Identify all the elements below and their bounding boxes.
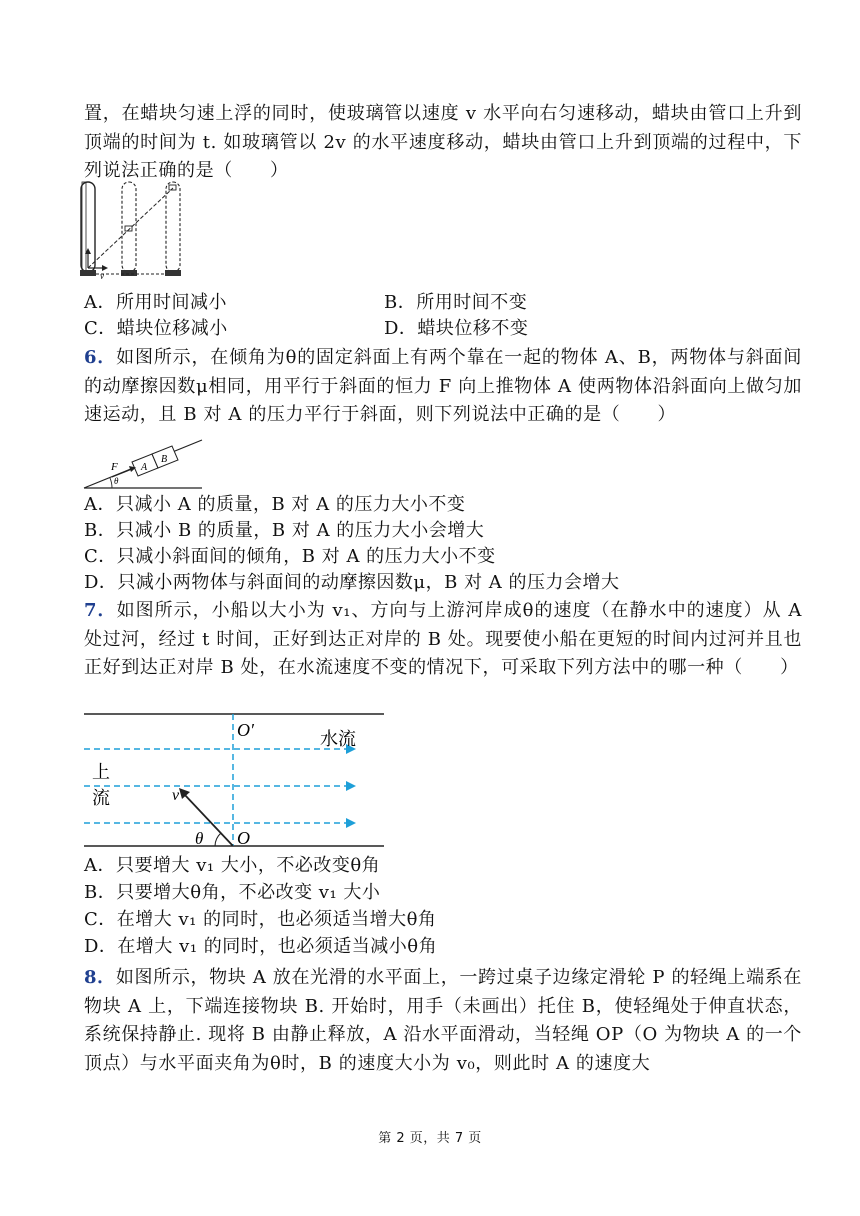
q7-label-up: 上 [92,762,110,783]
q7-label-o: O [237,828,250,848]
q6-label-f: F [111,461,118,473]
q7-number: 7． [84,600,117,621]
q7-label-water-flow: 水流 [320,729,356,750]
q5-option-b: B．所用时间不变 [384,292,528,313]
q5-option-d: D．蜡块位移不变 [384,318,529,339]
q6-stem-block [84,344,802,430]
q6-option-c: C．只减小斜面间的倾角，B 对 A 的压力大小不变 [84,546,496,567]
q7-option-b: B．只要增大θ角，不必改变 v₁ 大小 [84,882,381,903]
q7-option-c: C．在增大 v₁ 的同时，也必须适当增大θ角 [84,909,437,930]
q7-stem: 如图所示，小船以大小为 v₁、方向与上游河岸成θ的速度（在静水中的速度）从 A 处过河，经过 t 时间，正好到达正对岸的 B 处。现要使小船在更短的时间内过河并且也正好到达正对岸 B 处，在水流速度不变的情况下，可采取下列方法中的哪一种（ ） [84,600,802,678]
q8-stem-block [84,964,802,1078]
q5-figure-glass-tube [78,178,188,280]
q7-label-v: v [172,787,180,804]
page-footer: 第 2 页，共 7 页 [378,1131,482,1146]
q7-label-flow: 流 [92,788,110,809]
q5-option-a: A．所用时间减小 [84,292,227,313]
q5-stem: 置，在蜡块匀速上浮的同时，使玻璃管以速度 v 水平向右匀速移动，蜡块由管口上升到顶端的时间为 t. 如玻璃管以 2v 的水平速度移动，蜡块由管口上升到顶端的过程中，下列说法正确的是（ ） [84,103,802,181]
q7-figure-river [84,712,386,852]
q6-number: 6． [84,347,117,368]
q8-stem: 如图所示，物块 A 放在光滑的水平面上，一跨过桌子边缘定滑轮 P 的轻绳上端系在物块 A 上，下端连接物块 B. 开始时，用手（未画出）托住 B，使轻绳处于伸直状态，系统保持静止. 现将 B 由静止释放，A 沿水平面滑动，当轻绳 OP（O 为物块 A 的一个顶点）与水平面夹角为θ时，B 的速度大小为 v₀，则此时 A 的速度大 [84,967,802,1074]
q6-label-b: B [161,454,168,465]
q6-label-a: A [141,462,148,473]
q7-option-a: A．只要增大 v₁ 大小，不必改变θ角 [84,855,381,876]
q6-option-a: A．只减小 A 的质量，B 对 A 的压力大小不变 [84,494,466,515]
q6-label-theta: θ [114,476,119,486]
q6-option-b: B．只减小 B 的质量，B 对 A 的压力大小会增大 [84,520,485,541]
q7-stem-block [84,597,802,683]
q7-label-o-prime: O′ [237,720,254,740]
q7-label-theta: θ [195,829,204,848]
q6-option-d: D．只减小两物体与斜面间的动摩擦因数μ，B 对 A 的压力会增大 [84,572,620,593]
q5-label-v: v [100,271,104,281]
q6-stem: 如图所示，在倾角为θ的固定斜面上有两个靠在一起的物体 A、B，两物体与斜面间的动摩擦因数μ相同，用平行于斜面的恒力 F 向上推物体 A 使两物体沿斜面向上做匀加速运动，且 B 对 A 的压力平行于斜面，则下列说法中正确的是（ ） [84,347,802,425]
q8-number: 8． [84,967,116,988]
q5-option-c: C．蜡块位移减小 [84,318,228,339]
q6-figure-incline [82,430,206,492]
q7-option-d: D．在增大 v₁ 的同时，也必须适当减小θ角 [84,936,438,957]
